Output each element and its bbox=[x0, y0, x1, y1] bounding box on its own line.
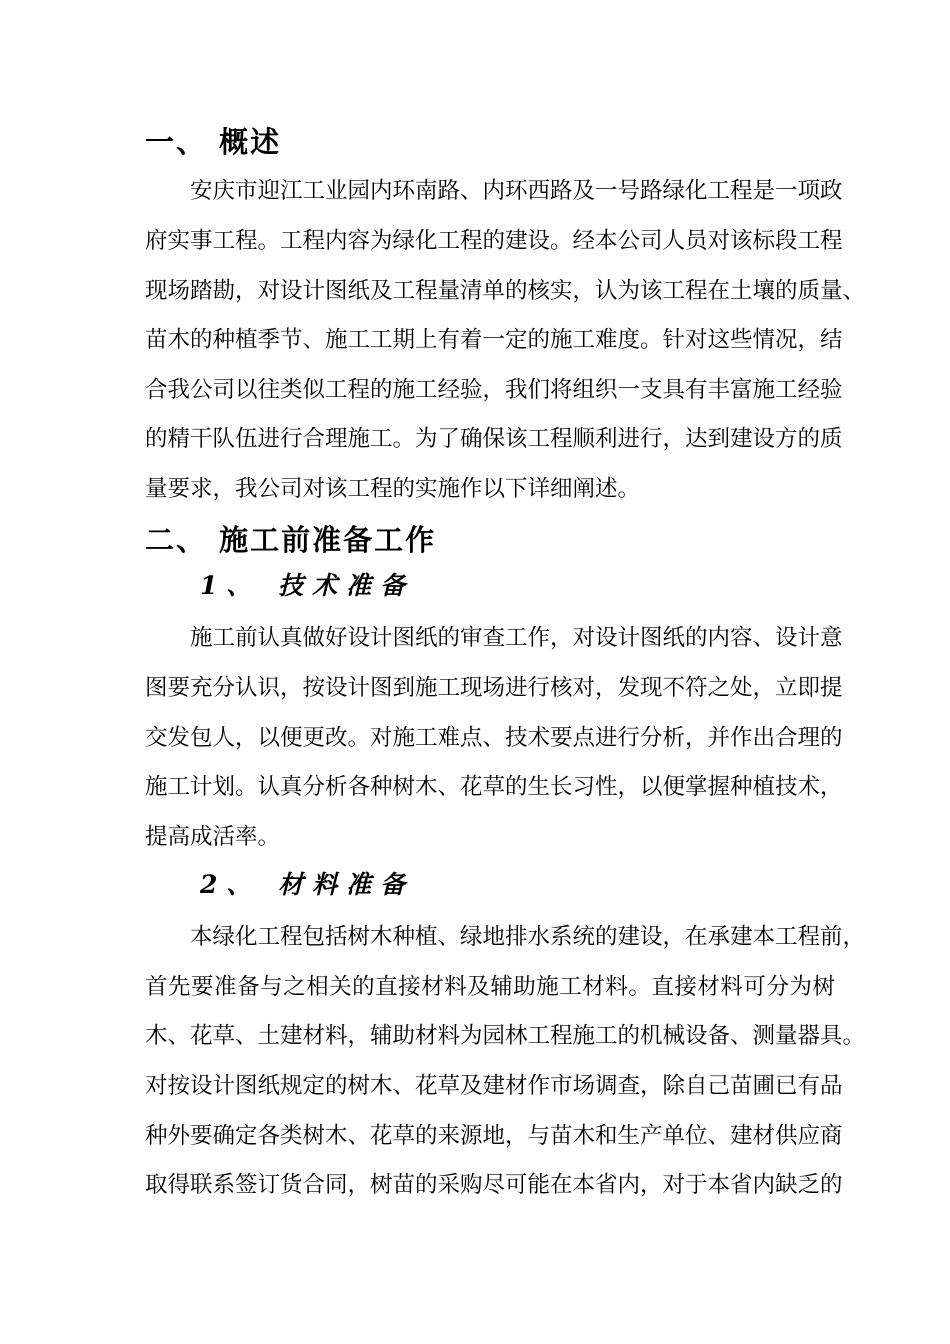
paragraph-line: 取得联系签订货合同，树苗的采购尽可能在本省内，对于本省内缺乏的 bbox=[145, 1172, 843, 1198]
section-heading-preparation: 二、 施工前准备工作 bbox=[145, 523, 437, 557]
paragraph-line: 本绿化工程包括树木种植、绿地排水系统的建设，在承建本工程前， bbox=[190, 924, 866, 950]
paragraph-line: 木、花草、土建材料，辅助材料为园林工程施工的机械设备、测量器具。 bbox=[145, 1023, 866, 1049]
subsection-heading-technical: 1、 技术准备 bbox=[200, 571, 415, 600]
paragraph-line: 交发包人，以便更改。对施工难点、技术要点进行分析，并作出合理的 bbox=[145, 725, 843, 751]
paragraph-line: 合我公司以往类似工程的施工经验，我们将组织一支具有丰富施工经验 bbox=[145, 377, 843, 403]
paragraph-line: 提高成活率。 bbox=[145, 824, 281, 850]
subsection-heading-materials: 2、 材料准备 bbox=[200, 870, 415, 899]
paragraph-line: 种外要确定各类树木、花草的来源地，与苗木和生产单位、建材供应商 bbox=[145, 1123, 843, 1149]
paragraph-line: 苗木的种植季节、施工工期上有着一定的施工难度。针对这些情况，结 bbox=[145, 327, 843, 353]
section-heading-overview: 一、 概述 bbox=[145, 125, 282, 159]
paragraph-line: 的精干队伍进行合理施工。为了确保该工程顺利进行，达到建设方的质 bbox=[145, 426, 843, 452]
paragraph-line: 量要求，我公司对该工程的实施作以下详细阐述。 bbox=[145, 476, 641, 502]
paragraph-line: 府实事工程。工程内容为绿化工程的建设。经本公司人员对该标段工程 bbox=[145, 228, 843, 254]
paragraph-line: 施工前认真做好设计图纸的审查工作，对设计图纸的内容、设计意 bbox=[190, 625, 843, 651]
paragraph-line: 图要充分认识，按设计图到施工现场进行核对，发现不符之处，立即提 bbox=[145, 675, 843, 701]
paragraph-line: 首先要准备与之相关的直接材料及辅助施工材料。直接材料可分为树 bbox=[145, 974, 835, 1000]
paragraph-line: 现场踏勘，对设计图纸及工程量清单的核实，认为该工程在土壤的质量、 bbox=[145, 278, 866, 304]
paragraph-line: 施工计划。认真分析各种树木、花草的生长习性，以便掌握种植技术， bbox=[145, 774, 843, 800]
paragraph-line: 安庆市迎江工业园内环南路、内环西路及一号路绿化工程是一项政 bbox=[190, 178, 843, 204]
paragraph-line: 对按设计图纸规定的树木、花草及建材作市场调查，除自己苗圃已有品 bbox=[145, 1073, 843, 1099]
